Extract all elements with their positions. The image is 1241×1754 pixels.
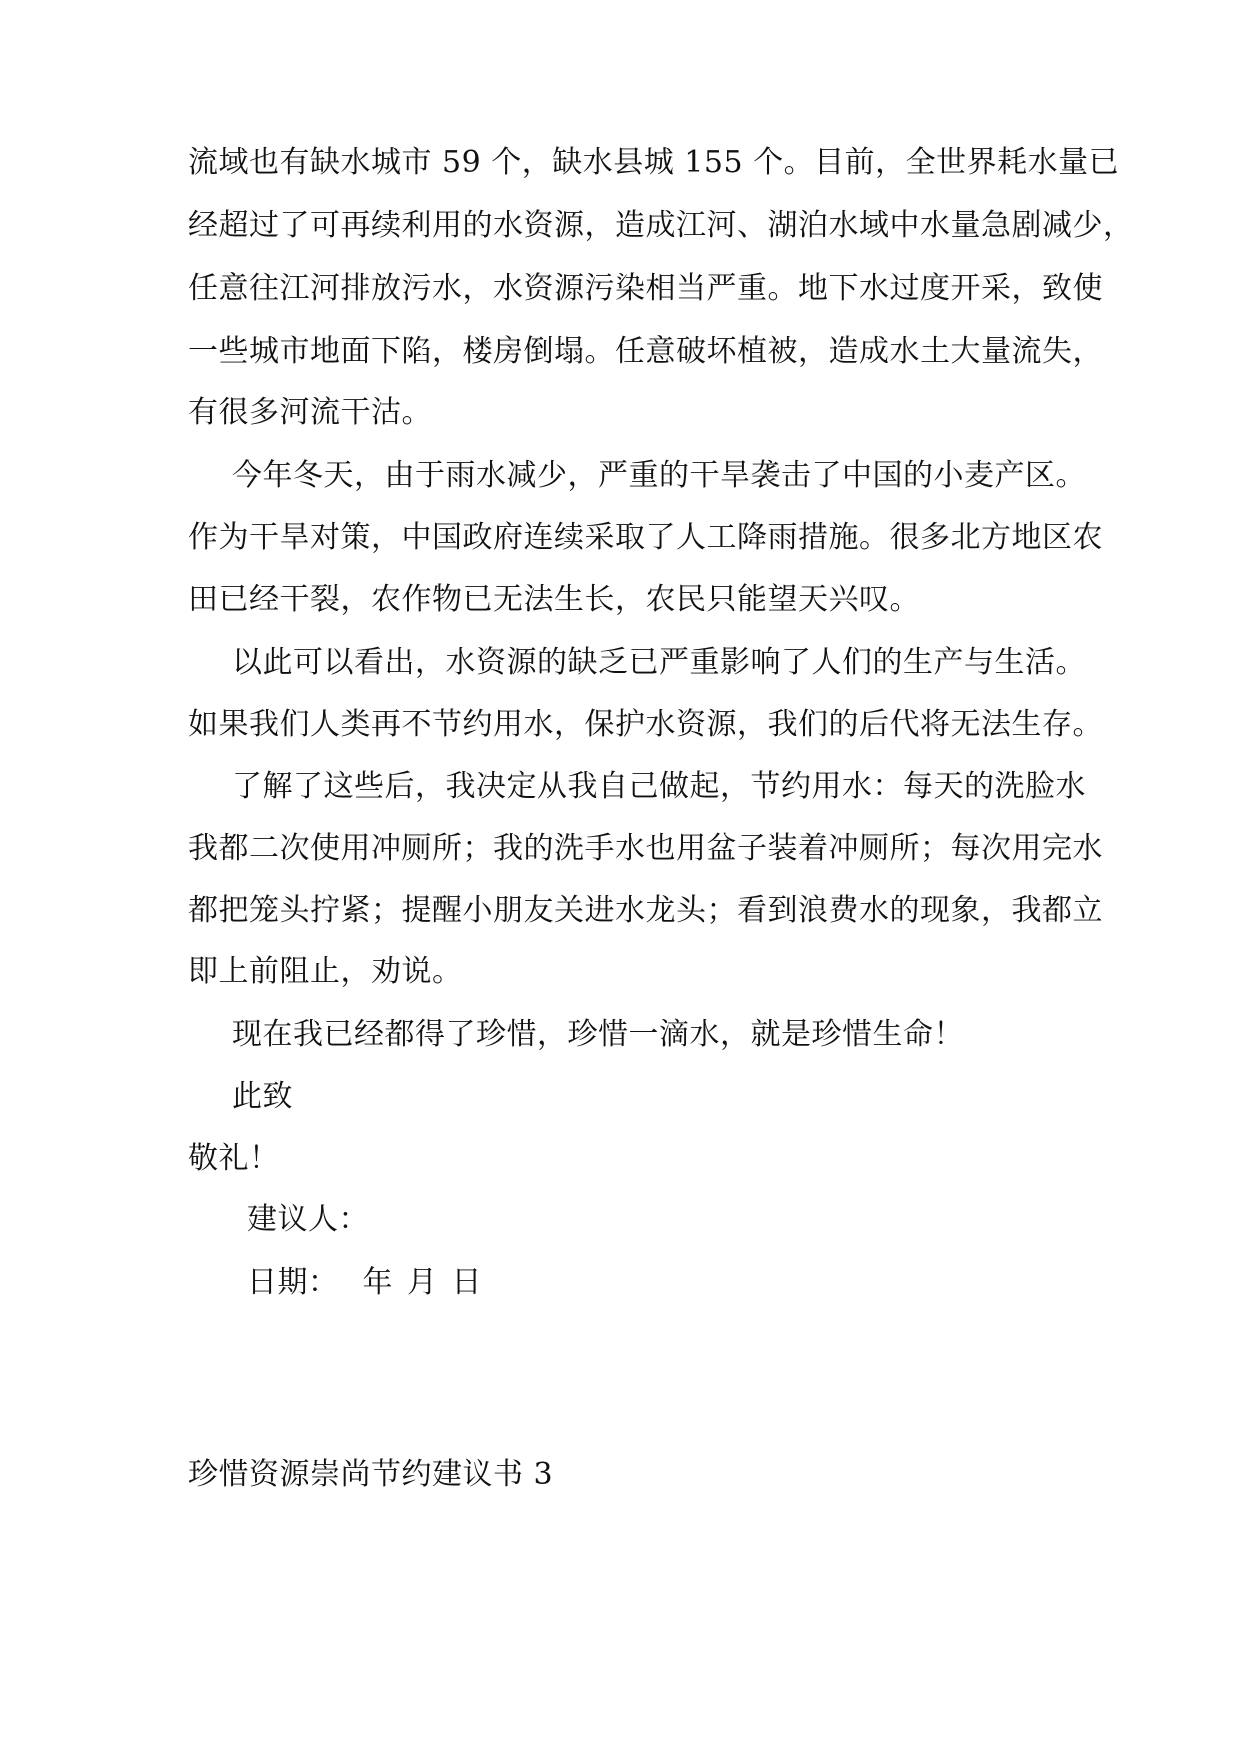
date-year: 年 <box>362 1265 393 1300</box>
paragraph-2-line-1: 今年冬天，由于雨水减少，严重的干旱袭击了中国的小麦产区。 <box>232 458 1086 493</box>
paragraph-4-line-4: 即上前阻止，劝说。 <box>188 954 463 989</box>
closing-jingli: 敬礼！ <box>188 1141 280 1176</box>
paragraph-3-line-2: 如果我们人类再不节约用水，保护水资源，我们的后代将无法生存。 <box>188 707 1103 742</box>
paragraph-1-line-2: 经超过了可再续利用的水资源，造成江河、湖泊水域中水量急剧减少， <box>188 208 1134 243</box>
next-section-title: 珍惜资源崇尚节约建议书 3 <box>188 1457 554 1492</box>
paragraph-5: 现在我已经都得了珍惜，珍惜一滴水，就是珍惜生命！ <box>232 1017 964 1052</box>
paragraph-4-line-3: 都把笼头拧紧；提醒小朋友关进水龙头；看到浪费水的现象，我都立 <box>188 893 1103 928</box>
paragraph-4-line-2: 我都二次使用冲厕所；我的洗手水也用盆子装着冲厕所；每次用完水 <box>188 831 1103 866</box>
paragraph-1-line-4: 一些城市地面下陷，楼房倒塌。任意破坏植被，造成水土大量流失， <box>188 334 1103 369</box>
date-label: 日期： <box>247 1265 339 1300</box>
paragraph-1-line-3: 任意往江河排放污水，水资源污染相当严重。地下水过度开采，致使 <box>188 271 1103 306</box>
date-day: 日 <box>451 1265 482 1300</box>
paragraph-4-line-1: 了解了这些后，我决定从我自己做起，节约用水：每天的洗脸水 <box>232 769 1086 804</box>
paragraph-2-line-2: 作为干旱对策，中国政府连续采取了人工降雨措施。很多北方地区农 <box>188 520 1103 555</box>
paragraph-1-line-5: 有很多河流干沽。 <box>188 395 432 430</box>
signer-label: 建议人： <box>247 1202 369 1237</box>
paragraph-3-line-1: 以此可以看出，水资源的缺乏已严重影响了人们的生产与生活。 <box>232 645 1086 680</box>
date-month: 月 <box>407 1265 438 1300</box>
paragraph-2-line-3: 田已经干裂，农作物已无法生长，农民只能望天兴叹。 <box>188 582 920 617</box>
paragraph-1-line-1: 流域也有缺水城市 59 个，缺水县城 155 个。目前，全世界耗水量已 <box>188 145 1120 180</box>
date-line <box>247 1263 482 1303</box>
closing-cizhi: 此致 <box>232 1079 293 1114</box>
